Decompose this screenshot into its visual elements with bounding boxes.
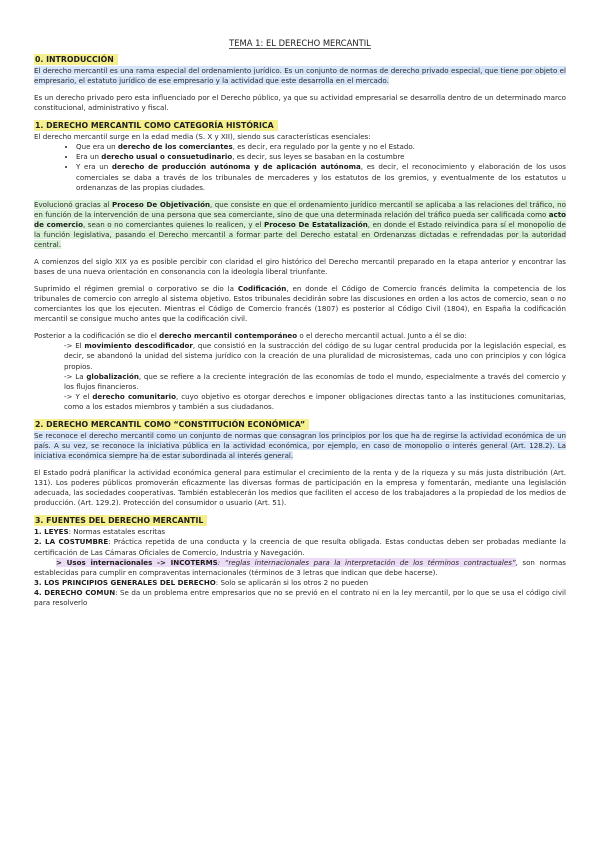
paragraph: El derecho mercantil es una rama especial del ordenamiento jurídico. Es un conjunto de normas de derecho privado especial, que tiene por objeto el empresario, el estatuto jurídico de ese empresario y la actividad que este desarrolla en el mercado. [34,65,566,86]
arrow-item: -> La globalización, que se refiere a la creciente integración de las economías de todo el mundo, especialmente a través del comercio y los flujos financieros. [64,371,566,391]
arrow-item: -> El movimiento descodificador, que consistió en la sustracción del código de su lugar central producida por la legislación especial, es decir, se abandonó la unidad del sistema jurídico con la creación de una pluralidad de microsistemas, cada uno con principios y con lógica propios. [64,341,567,371]
paragraph-codificacion: Suprimido el régimen gremial o corporativo se dio la Codificación, en donde el Código de Comercio francés delimita la competencia de los tribunales de comercio con arreglo al sistema objetivo. Estos tribunales decidirán sobre las discusiones en orden a los actos de comercio, sean o no comerciantes los que los ejecuten. Mientras el Código de Comercio francés (1807) es posterior al Código Civil (1804), en España la codificación mercantil se consigue mucho antes que la codificación civil. [34,284,566,324]
section-heading: 3. FUENTES DEL DERECHO MERCANTIL [34,515,207,526]
source-item-usos: > Usos internacionales -> INCOTERMS: “reglas internacionales para la interpretación de los términos contractuales”, son normas establecidas para cumplir en compraventas internacionales (términos de 3 letras que indican que debe hacerse). [34,557,566,577]
document-title: TEMA 1: EL DERECHO MERCANTIL [229,38,371,48]
arrow-item: -> Y el derecho comunitario, cuyo objetivo es otorgar derechos e imponer obligaciones directas tanto a las instituciones comunitarias, como a los estados miembros y también a sus ciudadanos. [64,391,567,411]
section-fuentes [34,515,566,608]
section-categoria-historica [34,120,566,412]
source-item-leyes: 1. LEYES: Normas estatales escritas [34,527,166,537]
section-heading: 0. INTRODUCCIÓN [34,54,118,65]
paragraph: A comienzos del siglo XIX ya es posible percibir con claridad el giro histórico del Derecho mercantil preparado en la etapa anterior y encontrar las bases de una nueva orientación en consonancia con la ideología liberal triunfante. [34,256,566,277]
list-item: • Era un derecho usual o consuetudinario, es decir, sus leyes se basaban en la costumbre [76,152,566,162]
paragraph: Se reconoce el derecho mercantil como un conjunto de normas que consagran los principios por los que ha de regirse la actividad económica de un país. A su vez, se reconoce la iniciativa pública en la actividad económica, por ejemplo, en caso de monopolio o interés general (Art. 128.2). La iniciativa económica siempre ha de estar subordinada al interés general. [34,430,566,461]
section-constitucion-economica [34,419,566,509]
section-heading: 2. DERECHO MERCANTIL COMO “CONSTITUCIÓN ECONÓMICA” [34,419,309,430]
arrow-list [34,341,566,411]
section-introduccion [34,54,566,113]
characteristics-list [34,142,566,192]
paragraph: Es un derecho privado pero esta influenciado por el Derecho público, ya que su actividad empresarial se desarrolla dentro de un determinado marco constitucional, administrativo y fiscal. [34,93,566,113]
source-item-derecho-comun: 4. DERECHO COMUN: Se da un problema entre empresarios que no se previó en el contrato ni en la ley mercantil, por lo que se usa el código civil para resolverlo [34,587,566,607]
source-item-principios: 3. LOS PRINCIPIOS GENERALES DEL DERECHO: Solo se aplicarán si los otros 2 no pueden [34,577,369,587]
paragraph: El Estado podrá planificar la actividad económica general para estimular el crecimiento de la renta y de la riqueza y su más justa distribución (Art. 131). Los poderes públicos promoverán eficazmente las diversas formas de participación en la empresa y fomentarán, mediante una legislación adecuada, las sociedades cooperativas. También establecerán los medios que faciliten el acceso de los trabajadores a la propiedad de los medios de producción. (Art. 129.2). Protección del consumidor o usuario (Art. 51). [34,468,566,508]
section-heading: 1. DERECHO MERCANTIL COMO CATEGORÍA HISTÓRICA [34,120,278,131]
paragraph: Posterior a la codificación se dio el derecho mercantil contemporáneo o el derecho mercantil actual. Junto a él se dio: [34,331,467,341]
paragraph-objetivacion: Evolucionó gracias al Proceso De Objetivación, que consiste en que el ordenamiento jurídico mercantil se aplicaba a las relaciones del tráfico, no en función de la intervención de una persona que sea comerciante, sino de que una determinada relación del tráfico pueda ser calificada como acto de comercio, sean o no comerciantes quienes lo realicen, y el Proceso De Estatalización, en donde el Estado reivindica para sí el monopolio de la función legislativa, pasando el Derecho mercantil a formar parte del Derecho estatal en Ordenanzas dictadas e refrendadas por la autoridad central. [34,199,566,249]
list-item: • Que era un derecho de los comerciantes, es decir, era regulado por la gente y no el Estado. [76,142,566,152]
paragraph: El derecho mercantil surge en la edad media (S. X y XII), siendo sus características esenciales: [34,132,371,142]
source-item-costumbre: 2. LA COSTUMBRE: Práctica repetida de una conducta y la creencia de que resulta obligada. Estas conductas deben ser probadas mediante la certificación de Las Cámaras Oficiales de Comercio, Industria y Navegación. [34,537,566,557]
list-item: • Y era un derecho de producción autónoma y de aplicación autónoma, es decir, el reconocimiento y elaboración de los usos comerciales se daba a través de los tribunales de mercaderes y los estatutos de los gremios, y eventualmente de los estatutos u ordenanzas de las propias ciudades. [76,162,566,192]
